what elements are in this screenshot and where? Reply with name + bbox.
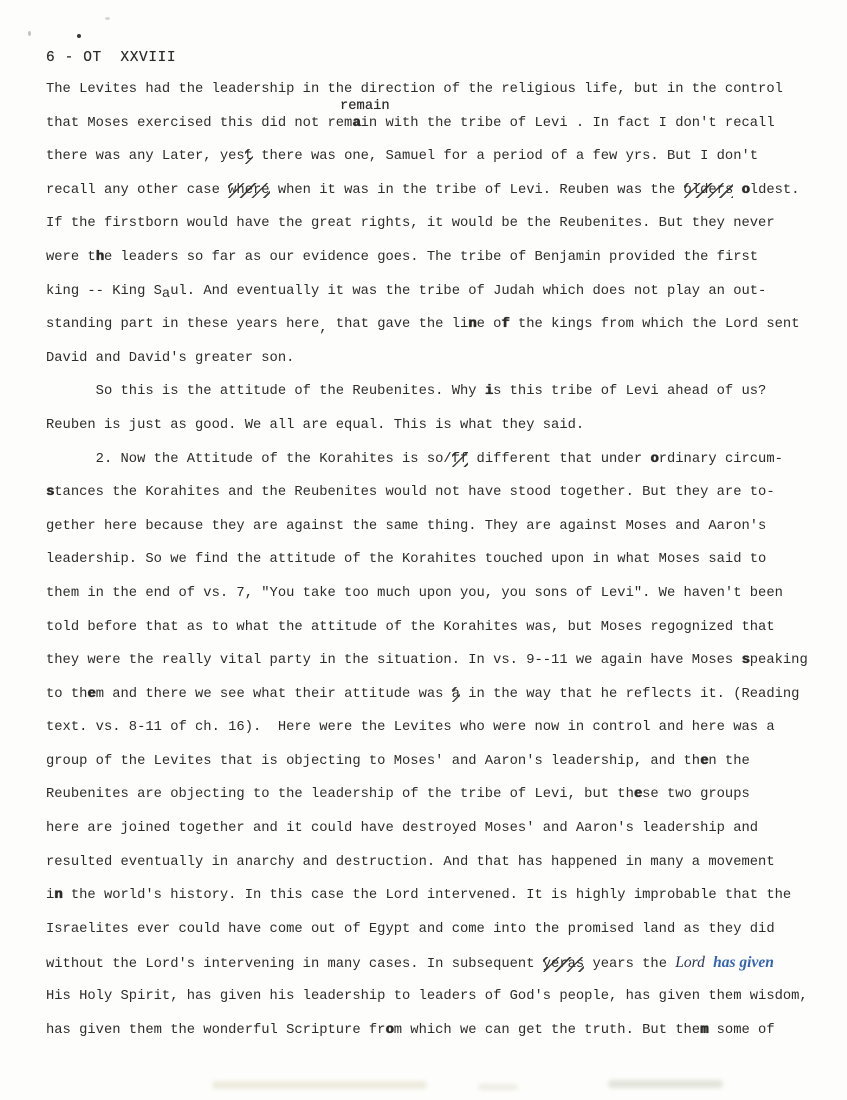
text-line: in the world's history. In this case the Lord intervened. It is highly improbable that the xyxy=(46,888,792,904)
text-line: here are joined together and it could have destroyed Moses' and Aaron's leadership and xyxy=(46,821,759,837)
text-line: Reuben is just as good. We all are equal. This is what they said. xyxy=(46,417,585,433)
scan-smudge xyxy=(608,1080,723,1088)
text-line: gether here because they are against the same thing. They are against Moses and Aaron's xyxy=(46,518,767,534)
text-line: His Holy Spirit, has given his leadership to leaders of God's people, has given them wisdom, xyxy=(46,989,808,1005)
ink-speck xyxy=(105,17,110,20)
text-line: has given them the wonderful Scripture from which we can get the truth. But them some of xyxy=(46,1022,775,1038)
text-line: Israelites ever could have come out of Egypt and come into the promised land as they did xyxy=(46,921,775,937)
typed-text xyxy=(46,73,832,1047)
text-line: to them and there we see what their attitude was a in the way that he reflects it. (Reading xyxy=(46,686,800,702)
ink-speck xyxy=(28,31,31,36)
text-line: told before that as to what the attitude of the Korahites was, but Moses regognized that xyxy=(46,619,775,635)
text-line: If the firstborn would have the great rights, it would be the Reubenites. But they never xyxy=(46,216,775,232)
text-line: that Moses exercised this did not remain with the tribe of Levi . In fact I don't recall remain xyxy=(46,107,832,141)
inserted-word: remain xyxy=(340,98,390,114)
text-line: standing part in these years here, that gave the line of the kings from which the Lord sent xyxy=(46,317,800,336)
text-line: David and David's greater son. xyxy=(46,350,295,366)
text-line: text. vs. 8-11 of ch. 16). Here were the Levites who were now in control and here was a xyxy=(46,720,775,736)
text-line: group of the Levites that is objecting to Moses' and Aaron's leadership, and then the xyxy=(46,753,750,769)
text-line: Reubenites are objecting to the leadership of the tribe of Levi, but these two groups xyxy=(46,787,750,803)
text-line: So this is the attitude of the Reubenites. Why is this tribe of Levi ahead of us? xyxy=(46,384,767,400)
text-line: there was any Later, yest there was one, Samuel for a period of a few yrs. But I don't xyxy=(46,149,759,165)
text-line: without the Lord's intervening in many cases. In subsequent yeras years the Lord has given xyxy=(46,954,774,973)
scan-smudge xyxy=(478,1084,518,1090)
text-line: king -- King Saul. And eventually it was the tribe of Judah which does not play an out- xyxy=(46,283,767,303)
text-line: they were the really vital party in the situation. In vs. 9--11 we again have Moses speaking xyxy=(46,653,808,669)
scan-smudge xyxy=(212,1081,427,1089)
text-line: leadership. So we find the attitude of the Korahites touched upon in what Moses said to xyxy=(46,552,767,568)
text-line: stances the Korahites and the Reubenites would not have stood together. But they are to- xyxy=(46,485,775,501)
text-line: recall any other case where when it was in the tribe of Levi. Reuben was the olders oldest. xyxy=(46,182,800,198)
text-line: resulted eventually in anarchy and destruction. And that has happened in many a movement xyxy=(46,854,775,870)
text-line: were the leaders so far as our evidence goes. The tribe of Benjamin provided the first xyxy=(46,249,759,265)
ink-dot xyxy=(77,34,81,38)
page-header: 6 - OT XXVIII xyxy=(46,50,177,66)
text-line: them in the end of vs. 7, "You take too much upon you, you sons of Levi". We haven't been xyxy=(46,585,783,601)
text-line: The Levites had the leadership in the direction of the religious life, but in the control xyxy=(46,82,783,97)
text-line: 2. Now the Attitude of the Korahites is so/ff different that under ordinary circum- xyxy=(46,451,783,467)
